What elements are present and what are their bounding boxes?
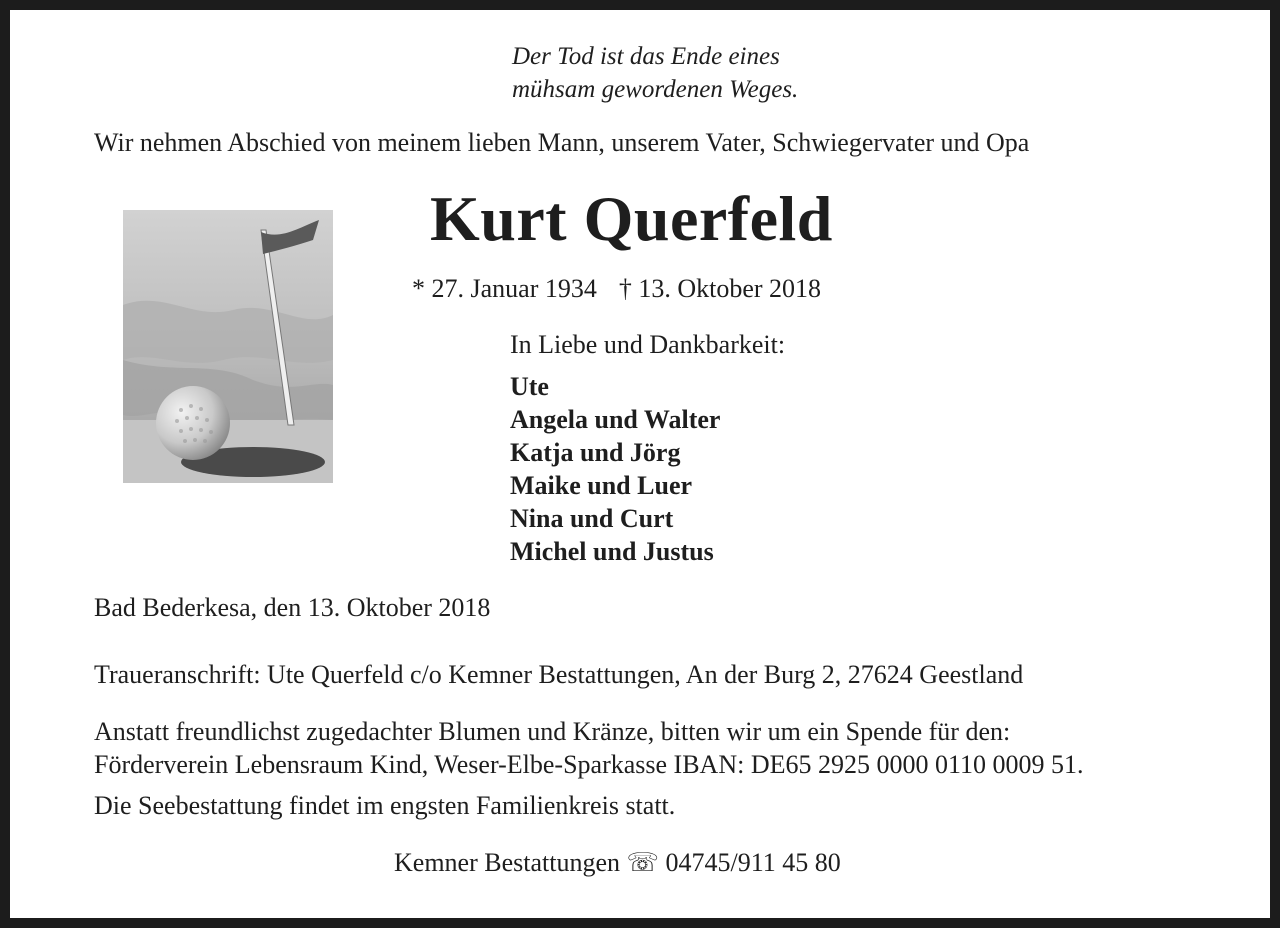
mourner-name: Maike und Luer [510,471,693,500]
donation-request [94,715,1084,781]
quote-line-1: Der Tod ist das Ende eines [512,43,780,70]
funeral-home-contact [394,848,841,878]
donation-line-2: Förderverein Lebensraum Kind, Weser-Elbe-Sparkasse IBAN: DE65 2925 0000 0110 0009 51. [94,750,1084,779]
funeral-home-phone: 04745/911 45 80 [665,848,841,877]
mourner-name: Katja und Jörg [510,438,681,467]
telephone-icon: ☏ [626,848,660,877]
place-and-date: Bad Bederkesa, den 13. Oktober 2018 [94,593,491,622]
golf-photo [123,210,333,483]
opening-quote [512,40,798,106]
intro-text: Wir nehmen Abschied von meinem lieben Mann, unserem Vater, Schwiegervater und Opa [94,128,1030,157]
birth-date: * 27. Januar 1934 [412,274,597,303]
mourner-name: Michel und Justus [510,537,714,566]
mourner-name: Ute [510,372,549,401]
burial-note: Die Seebestattung findet im engsten Familienkreis statt. [94,791,676,820]
life-dates [412,274,821,304]
mourners-intro: In Liebe und Dankbarkeit: [510,330,786,359]
mourner-name: Angela und Walter [510,405,721,434]
death-date: † 13. Oktober 2018 [618,274,822,303]
mourner-name: Nina und Curt [510,504,674,533]
funeral-home-name: Kemner Bestattungen [394,848,620,877]
mourning-address: Traueranschrift: Ute Querfeld c/o Kemner Bestattungen, An der Burg 2, 27624 Geestland [94,660,1024,689]
quote-line-2: mühsam gewordenen Weges. [512,76,799,103]
mourners-list [510,370,720,568]
deceased-name: Kurt Querfeld [430,183,833,254]
golf-ball-flag-image [123,210,333,483]
donation-line-1: Anstatt freundlichst zugedachter Blumen und Kränze, bitten wir um ein Spende für den: [94,717,1011,746]
